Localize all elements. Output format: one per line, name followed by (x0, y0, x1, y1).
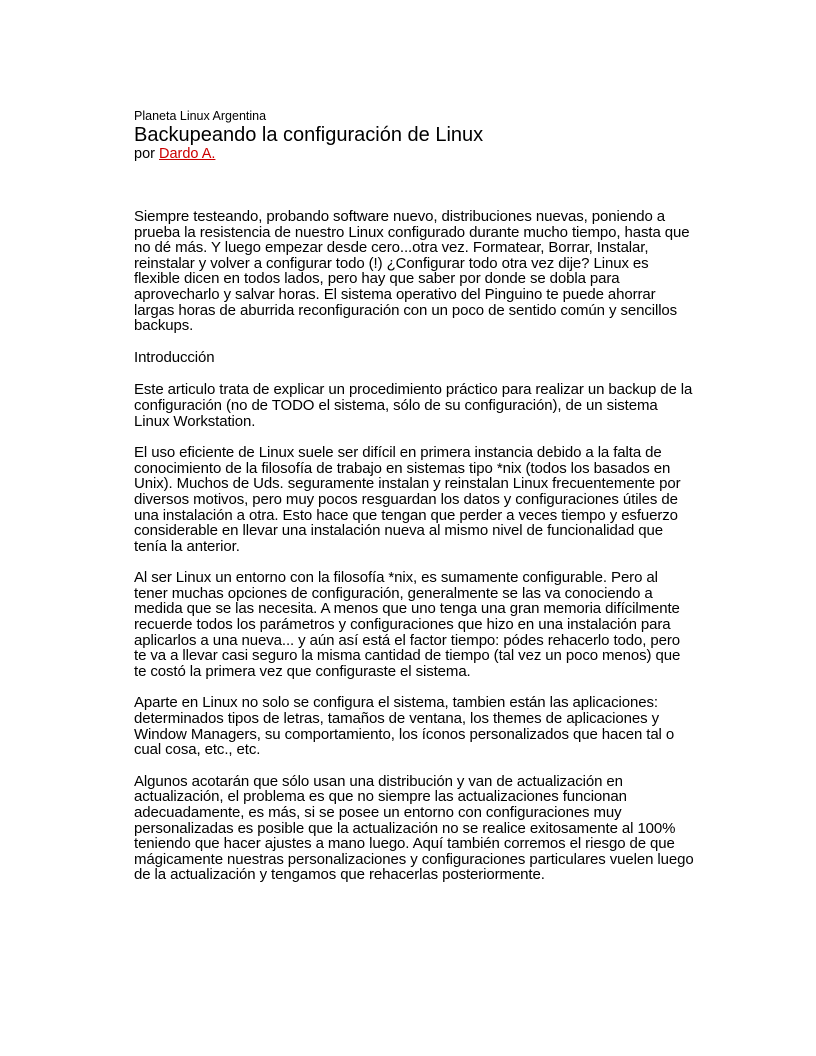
paragraph-efficient-use: El uso eficiente de Linux suele ser difícil en primera instancia debido a la falta de conocimiento de la filosofía de trabajo en sistemas tipo *nix (todos los basados en Unix). Muchos de Uds. seguramente instalan y reinstalan Linux frecuentemente por diversos motivos, pero muy pocos resguardan los datos y configuraciones útiles de una instalación a otra. Esto hace que tengan que perder a veces tiempo y esfuerzo considerable en llevar una instalación nueva al mismo nivel de funcionalidad que tenía la anterior. (134, 444, 681, 555)
paragraph-purpose: Este articulo trata de explicar un procedimiento práctico para realizar un backup de la configuración (no de TODO el sistema, sólo de su configuración), de un sistema Linux Workstation. (134, 381, 693, 430)
article-body (134, 209, 694, 883)
byline-prefix: por (134, 146, 155, 162)
section-heading-introduccion: Introducción (134, 348, 215, 366)
article (134, 109, 694, 899)
paragraph-configurable: Al ser Linux un entorno con la filosofía *nix, es sumamente configurable. Pero al tener muchas opciones de configuración, generalmente se las va conociendo a medida que se las necesita. A menos que uno tenga una gran memoria difícilmente recuerde todos los parámetros y configuraciones que hizo en una instalación para aplicarlos a una nueva... y aún así está el factor tiempo: pódes rehacerlo todo, pero te va a llevar casi seguro la misma cantidad de tiempo (tal vez un poco menos) que te costó la primera vez que configuraste el sistema. (134, 569, 681, 680)
site-name: Planeta Linux Argentina (134, 109, 267, 123)
article-title: Backupeando la configuración de Linux (134, 124, 484, 146)
paragraph-intro: Siempre testeando, probando software nuevo, distribuciones nuevas, poniendo a prueba la resistencia de nuestro Linux configurado durante mucho tiempo, hasta que no dé más. Y luego empezar desde cero...otra vez. Formatear, Borrar, Instalar, reinstalar y volver a configurar todo (!) ¿Configurar todo otra vez dije? Linux es flexible dicen en todos lados, pero hay que saber por donde se dobla para aprovecharlo y salvar horas. El sistema operativo del Pinguino te puede ahorrar largas horas de aburrida reconfiguración con un poco de sentido común y sencillos backups. (134, 208, 690, 335)
byline (134, 146, 694, 163)
author-link[interactable]: Dardo A. (159, 146, 216, 162)
paragraph-applications: Aparte en Linux no solo se configura el sistema, tambien están las aplicaciones: determinados tipos de letras, tamaños de ventana, los themes de aplicaciones y Window Managers, su comportamiento, los íconos personalizados que hacen tal o cual cosa, etc., etc. (134, 694, 675, 759)
paragraph-updates: Algunos acotarán que sólo usan una distribución y van de actualización en actualización, el problema es que no siempre las actualizaciones funcionan adecuadamente, es más, si se posee un entorno con configuraciones muy personalizadas es posible que la actualización no se realice exitosamente al 100% teniendo que hacer ajustes a mano luego. Aquí también corremos el riesgo de que mágicamente nuestras personalizaciones y configuraciones particulares vuelen luego de la actualización y tengamos que rehacerlas posteriormente. (134, 772, 694, 884)
